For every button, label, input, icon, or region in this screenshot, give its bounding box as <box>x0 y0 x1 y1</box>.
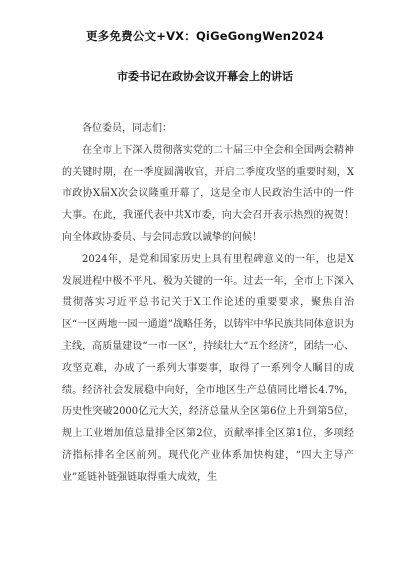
paragraph-1: 在全市上下深入贯彻落实党的二十届三中全会和全国两会精神的关键时期，在一季度圆满收官，开启二季度攻坚的重要时刻，X市政协X届X次会议隆重开幕了，这是全市人民政治生活中的一件大事。在此，我谨代表中共X市委，向大会召开表示热烈的祝贺！向全体政协委员、与会同志致以诚挚的问候！ <box>62 144 354 243</box>
document-body <box>62 118 354 489</box>
document-title: 市委书记在政协会议开幕会上的讲话 <box>117 70 293 83</box>
salutation: 各位委员，同志们： <box>82 123 172 134</box>
watermark-header: 更多免费公文+VX：QiGeGongWen2024 <box>86 29 324 43</box>
paragraph-2: 2024年，是党和国家历史上具有里程碑意义的一年，也是X发展进程中极不平凡、极为关键的一年。过去一年，全市上下深入贯彻落实习近平总书记关于X工作论述的重要要求，聚焦自治区“一区两地一园一通道”战略任务，以铸牢中华民族共同体意识为主线，高质量建设“一市一区”，持续壮大“五个经济”，团结一心、攻坚克难，办成了一系列大事要事，取得了一系列令人瞩目的成绩。经济社会发展稳中向好，全市地区生产总值同比增长4.7%，历史性突破2000亿元大关，经济总量从全区第6位上升到第5位，规上工业增加值总量排全区第2位，贡献率排全区第1位，多项经济指标排名全区前列。现代化产业体系加快构建，“四大主导产业”延链补链强链取得重大成效，生 <box>62 253 354 483</box>
